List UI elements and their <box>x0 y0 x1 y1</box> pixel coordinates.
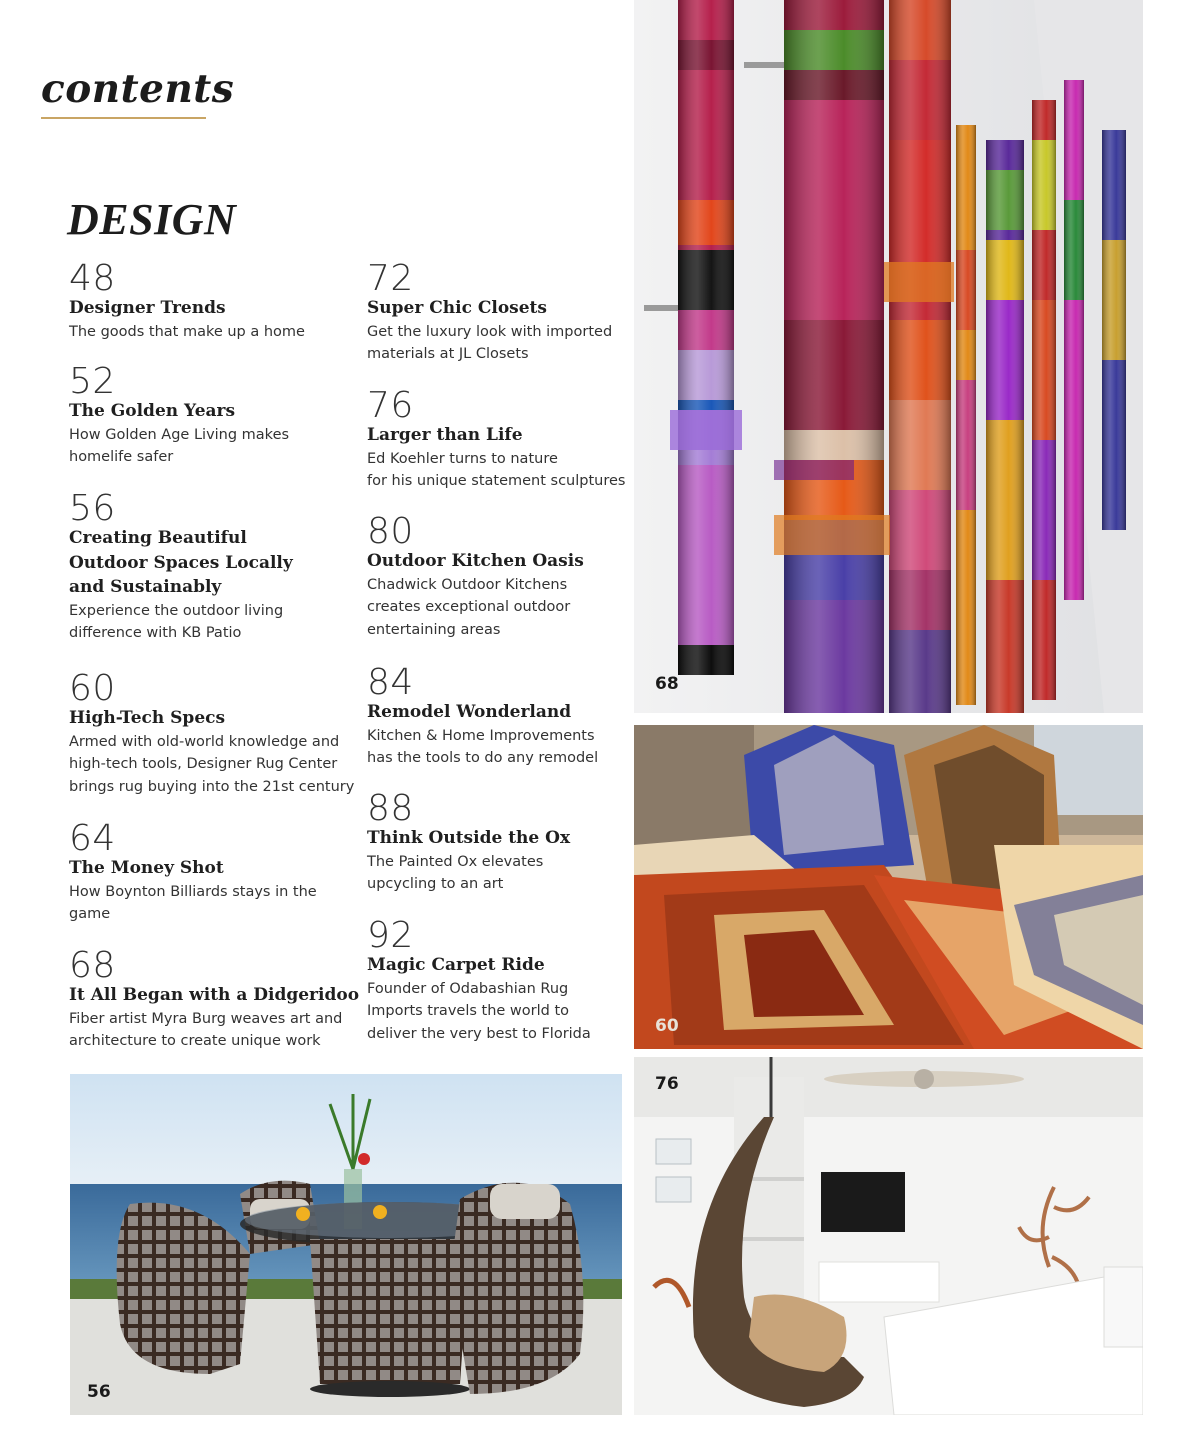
entry-page-number: 80 <box>367 511 414 552</box>
entry-description: homelife safer <box>69 449 174 465</box>
entry-title: Outdoor Kitchen Oasis <box>367 551 584 571</box>
entry-description: Chadwick Outdoor Kitchens <box>367 576 568 593</box>
entry-description: Get the luxury look with imported <box>367 323 613 340</box>
entry-description: deliver the very best to Florida <box>367 1025 591 1042</box>
entry-title: The Money Shot <box>69 858 224 878</box>
toc-entry[interactable] <box>69 361 359 470</box>
entry-description: architecture to create unique work <box>69 1033 321 1049</box>
toc-entry[interactable] <box>367 915 629 1046</box>
entry-description: The goods that make up a home <box>69 323 305 340</box>
entry-description: Imports travels the world to <box>367 1003 570 1019</box>
entry-description: for his unique statement sculptures <box>367 473 626 489</box>
entry-description: upcycling to an art <box>367 876 504 892</box>
entry-title: Think Outside the Ox <box>367 828 571 848</box>
photo-page-label: 68 <box>655 674 679 694</box>
entry-description: Experience the outdoor living <box>69 602 284 619</box>
entry-description: How Golden Age Living makes <box>69 426 290 443</box>
toc-entry[interactable] <box>69 945 361 1054</box>
entry-title: It All Began with a Didgeridoo <box>69 985 360 1005</box>
entry-description: Founder of Odabashian Rug <box>367 980 569 997</box>
entry-page-number: 84 <box>367 662 414 703</box>
entry-title: High-Tech Specs <box>69 708 226 728</box>
entry-description: has the tools to do any remodel <box>367 750 599 766</box>
toc-entry[interactable] <box>367 788 629 897</box>
entry-page-number: 92 <box>367 915 414 956</box>
entry-page-number: 60 <box>69 668 116 709</box>
toc-entry[interactable] <box>69 258 359 344</box>
entry-description: How Boynton Billiards stays in the <box>69 883 317 900</box>
entry-title: Creating Beautiful <box>69 528 247 548</box>
toc-entry[interactable] <box>367 662 629 771</box>
entry-title: Larger than Life <box>367 425 523 445</box>
entry-page-number: 56 <box>69 488 116 529</box>
entry-description: Armed with old-world knowledge and <box>69 733 340 750</box>
fiber-art-photo[interactable] <box>634 0 1143 713</box>
entry-description: high-tech tools, Designer Rug Center <box>69 756 338 772</box>
entry-title: Super Chic Closets <box>367 298 547 318</box>
rugs-photo[interactable] <box>634 725 1143 1049</box>
entry-description: materials at JL Closets <box>367 346 529 362</box>
page-title: contents <box>41 66 235 112</box>
photo-page-label: 60 <box>655 1016 679 1036</box>
entry-description: Fiber artist Myra Burg weaves art and <box>69 1010 343 1027</box>
entry-title: Remodel Wonderland <box>367 702 572 722</box>
entry-description: Ed Koehler turns to nature <box>367 450 558 467</box>
entry-page-number: 68 <box>69 945 116 986</box>
entry-title: Magic Carpet Ride <box>367 955 545 975</box>
entry-title: and Sustainably <box>69 577 222 597</box>
entry-description: brings rug buying into the 21st century <box>69 778 355 795</box>
entry-page-number: 72 <box>367 258 414 299</box>
entry-description: game <box>69 906 111 922</box>
toc-entry[interactable] <box>367 258 629 367</box>
entry-title: Designer Trends <box>69 298 226 318</box>
entry-description: Kitchen & Home Improvements <box>367 727 595 744</box>
toc-entry[interactable] <box>69 668 361 799</box>
entry-description: entertaining areas <box>367 621 501 638</box>
title-underline <box>41 117 206 119</box>
entry-page-number: 48 <box>69 258 116 299</box>
entry-description: difference with KB Patio <box>69 625 242 641</box>
entry-title: The Golden Years <box>69 401 236 421</box>
entry-title: Outdoor Spaces Locally <box>69 552 293 573</box>
entry-page-number: 88 <box>367 788 414 829</box>
entry-description: The Painted Ox elevates <box>367 853 544 870</box>
entry-page-number: 64 <box>69 818 116 859</box>
entry-page-number: 52 <box>69 361 116 402</box>
patio-photo[interactable] <box>70 1074 622 1415</box>
toc-entry[interactable] <box>69 488 359 646</box>
entry-page-number: 76 <box>367 385 414 426</box>
living-room-photo[interactable] <box>634 1057 1143 1415</box>
photo-page-label: 56 <box>87 1382 111 1402</box>
section-title: DESIGN <box>67 195 237 244</box>
toc-entry[interactable] <box>367 511 629 642</box>
toc-entry[interactable] <box>69 818 359 927</box>
entry-description: creates exceptional outdoor <box>367 599 571 615</box>
toc-entry[interactable] <box>367 385 629 494</box>
photo-page-label: 76 <box>655 1074 679 1094</box>
